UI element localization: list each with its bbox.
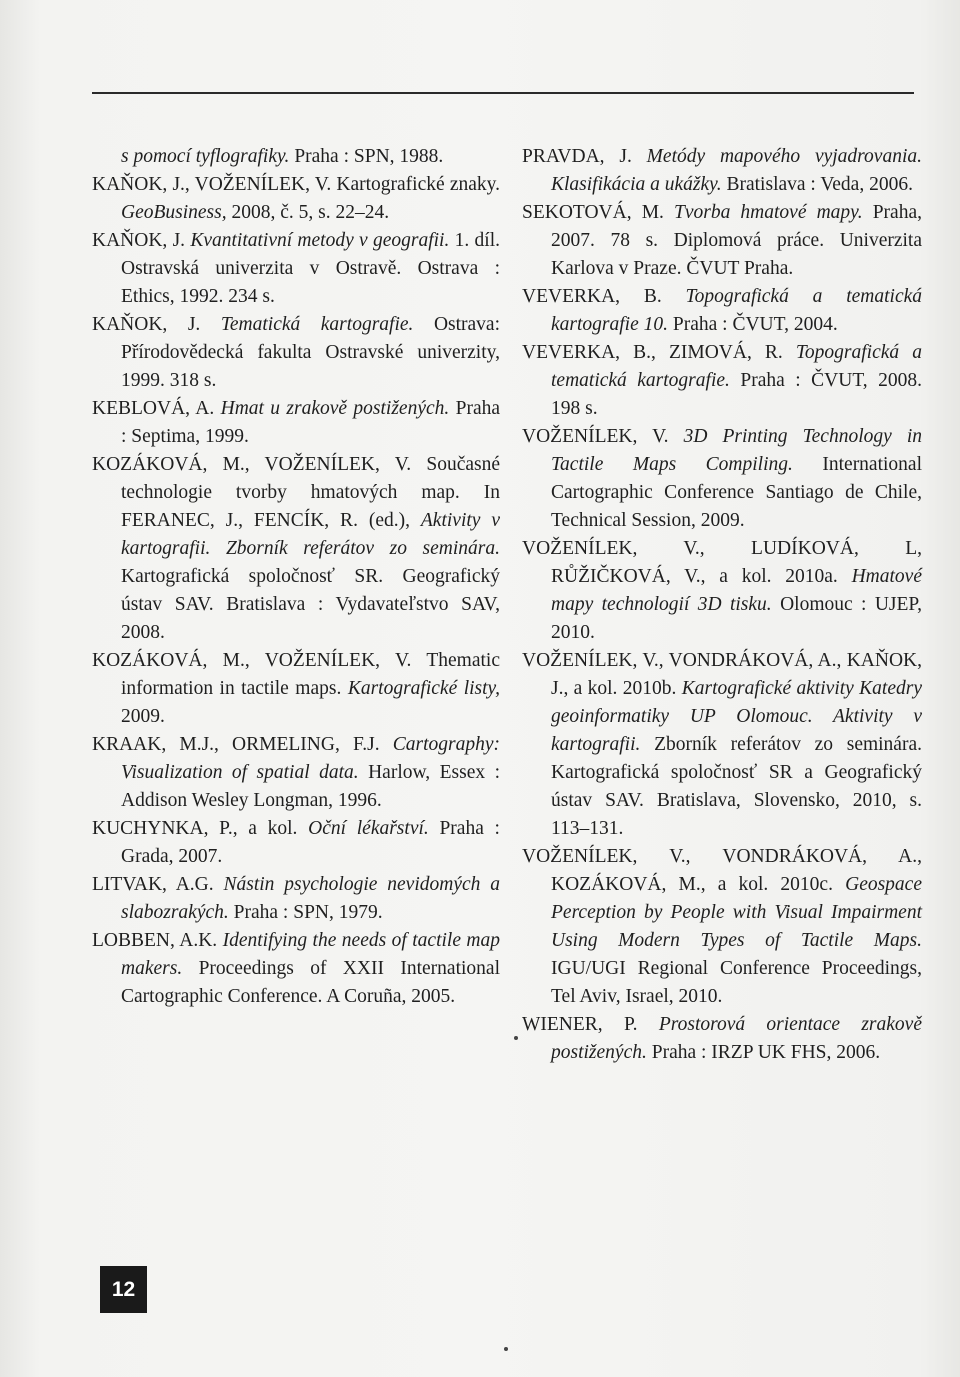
reference-author: VEVERKA, B., ZIMOVÁ, R. bbox=[522, 342, 796, 363]
speck-mark bbox=[504, 1347, 508, 1351]
reference-entry bbox=[522, 143, 922, 199]
reference-title: Aktivity v kartografii. Zborník referátov zo seminára. bbox=[121, 510, 500, 559]
reference-title: Kvantitativní metody v geografii. bbox=[190, 230, 450, 251]
reference-entry bbox=[92, 871, 500, 927]
reference-title: GeoBusiness, bbox=[121, 202, 227, 223]
reference-entry bbox=[92, 731, 500, 815]
reference-title: Tematická kartografie. bbox=[220, 314, 414, 335]
reference-author: VEVERKA, B. bbox=[522, 286, 686, 307]
reference-details: Praha : Septima, 1999. bbox=[121, 398, 500, 447]
reference-details: Praha : ČVUT, 2004. bbox=[668, 314, 838, 335]
reference-author: LITVAK, A.G. bbox=[92, 874, 224, 895]
reference-details: Praha : ČVUT, 2008. 198 s. bbox=[551, 370, 923, 419]
references-left-column bbox=[92, 143, 500, 1011]
reference-details: Praha : Grada, 2007. bbox=[121, 818, 500, 867]
reference-author: KEBLOVÁ, A. bbox=[92, 398, 221, 419]
reference-details: Praha : IRZP UK FHS, 2006. bbox=[646, 1042, 881, 1063]
reference-details: Kartografická spoločnosť SR. Geografický ústav SAV. Bratislava : Vydavateľstvo SAV, 2008. bbox=[121, 566, 500, 643]
reference-details: Praha : SPN, 1979. bbox=[228, 902, 383, 923]
reference-author: PRAVDA, J. bbox=[522, 146, 647, 167]
reference-title: Hmatové mapy technologií 3D tisku. bbox=[551, 566, 922, 615]
reference-details: Proceedings of XXII International Cartographic Conference. A Coruña, 2005. bbox=[121, 958, 500, 1007]
reference-entry bbox=[522, 339, 922, 423]
reference-details: IGU/UGI Regional Conference Proceedings, Tel Aviv, Israel, 2010. bbox=[551, 958, 922, 1007]
reference-author: KAŇOK, J., VOŽENÍLEK, V. Kartografické znaky. bbox=[92, 174, 500, 195]
reference-author: KOZÁKOVÁ, M., VOŽENÍLEK, V. Současné technologie tvorby hmatových map. In FERANEC, J., FENCÍK, R. (ed.), bbox=[92, 454, 500, 531]
reference-author: VOŽENÍLEK, V., VONDRÁKOVÁ, A., KAŇOK, J., a kol. 2010b. bbox=[522, 650, 922, 699]
reference-title: Cartography: Visualization of spatial data. bbox=[121, 734, 500, 783]
reference-details: Harlow, Essex : Addison Wesley Longman, 1996. bbox=[121, 762, 500, 811]
reference-author: VOŽENÍLEK, V., VONDRÁKOVÁ, A., KOZÁKOVÁ, M., a kol. 2010c. bbox=[522, 846, 922, 895]
reference-entry bbox=[522, 843, 922, 1011]
reference-entry bbox=[522, 535, 922, 647]
reference-entry bbox=[92, 227, 500, 311]
reference-entry bbox=[92, 143, 500, 171]
reference-entry bbox=[92, 927, 500, 1011]
reference-author: KUCHYNKA, P., a kol. bbox=[92, 818, 309, 839]
reference-entry bbox=[522, 199, 922, 283]
speck-mark bbox=[514, 1036, 518, 1040]
reference-entry bbox=[522, 423, 922, 535]
page-number-badge: 12 bbox=[100, 1266, 147, 1313]
reference-title: Identifying the needs of tactile map makers. bbox=[121, 930, 500, 979]
reference-title: Hmat u zrakově postižených. bbox=[220, 398, 450, 419]
reference-title: 3D Printing Technology in Tactile Maps Compiling. bbox=[551, 426, 923, 475]
reference-author: WIENER, P. bbox=[522, 1014, 659, 1035]
reference-entry bbox=[92, 815, 500, 871]
reference-entry bbox=[92, 451, 500, 647]
references-right-column bbox=[522, 143, 922, 1067]
reference-title: Topografická a tematická kartografie. bbox=[551, 342, 922, 391]
reference-author: VOŽENÍLEK, V., LUDÍKOVÁ, L, RŮŽIČKOVÁ, V., a kol. 2010a. bbox=[522, 538, 922, 587]
reference-details: Praha, 2007. 78 s. Diplomová práce. Univerzita Karlova v Praze. ČVUT Praha. bbox=[551, 202, 922, 279]
reference-details: Ostrava: Přírodovědecká fakulta Ostravské univerzity, 1999. 318 s. bbox=[121, 314, 500, 391]
reference-entry bbox=[522, 1011, 922, 1067]
reference-author: VOŽENÍLEK, V. bbox=[522, 426, 684, 447]
reference-title: Kartografické aktivity Katedry geoinformatiky UP Olomouc. Aktivity v kartografii. bbox=[551, 678, 922, 755]
reference-details: Zborník referátov zo seminára. Kartografická spoločnosť SR a Geografický ústav SAV. Bratislava, Slovensko, 2010, s. 113–131. bbox=[551, 734, 922, 839]
reference-title: Tvorba hmatové mapy. bbox=[674, 202, 863, 223]
reference-title: Kartografické listy, bbox=[347, 678, 501, 699]
reference-details: 1. díl. Ostravská univerzita v Ostravě. Ostrava : Ethics, 1992. 234 s. bbox=[121, 230, 500, 307]
reference-entry bbox=[522, 647, 922, 843]
reference-title: s pomocí tyflografiky. bbox=[121, 146, 290, 167]
reference-details: International Cartographic Conference Santiago de Chile, Technical Session, 2009. bbox=[551, 454, 922, 531]
header-rule bbox=[92, 92, 914, 94]
reference-author: KRAAK, M.J., ORMELING, F.J. bbox=[92, 734, 393, 755]
reference-author: KAŇOK, J. bbox=[92, 314, 221, 335]
reference-title: Nástin psychologie nevidomých a slabozrakých. bbox=[121, 874, 500, 923]
reference-details: 2009. bbox=[121, 706, 165, 727]
reference-title: Geospace Perception by People with Visual Impairment Using Modern Types of Tactile Maps. bbox=[551, 874, 922, 951]
reference-entry bbox=[522, 283, 922, 339]
reference-title: Topografická a tematická kartografie 10. bbox=[551, 286, 923, 335]
reference-author: KOZÁKOVÁ, M., VOŽENÍLEK, V. Thematic information in tactile maps. bbox=[92, 650, 500, 699]
reference-title: Oční lékařství. bbox=[308, 818, 429, 839]
reference-details: Olomouc : UJEP, 2010. bbox=[551, 594, 922, 643]
reference-entry bbox=[92, 395, 500, 451]
reference-author: LOBBEN, A.K. bbox=[92, 930, 223, 951]
reference-author: KAŇOK, J. bbox=[92, 230, 191, 251]
reference-details: 2008, č. 5, s. 22–24. bbox=[226, 202, 390, 223]
reference-details: Bratislava : Veda, 2006. bbox=[721, 174, 913, 195]
reference-title: Prostorová orientace zrakově postižených. bbox=[551, 1014, 922, 1063]
reference-author: SEKOTOVÁ, M. bbox=[522, 202, 674, 223]
reference-details: Praha : SPN, 1988. bbox=[289, 146, 444, 167]
reference-title: Metódy mapového vyjadrovania. Klasifikácia a ukážky. bbox=[551, 146, 922, 195]
reference-entry bbox=[92, 647, 500, 731]
reference-entry bbox=[92, 171, 500, 227]
reference-entry bbox=[92, 311, 500, 395]
